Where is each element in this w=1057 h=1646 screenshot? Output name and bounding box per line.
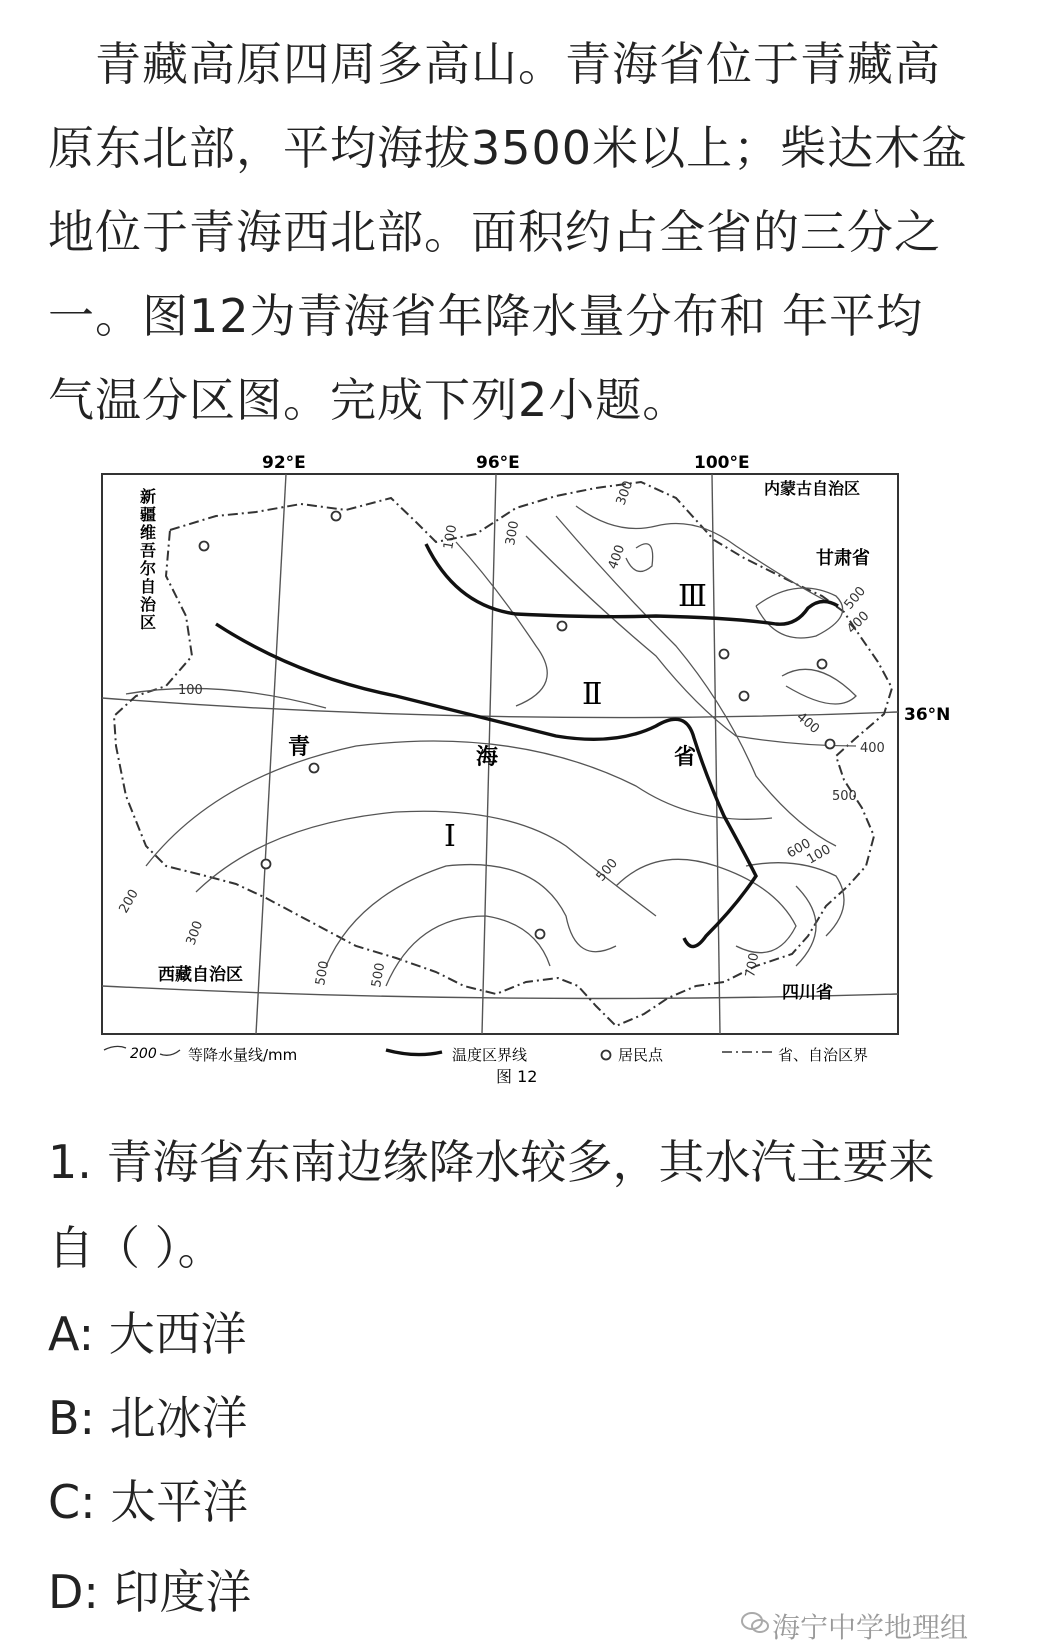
zone-label-2: Ⅱ: [582, 677, 603, 712]
settlement-point: [826, 740, 835, 749]
isohyet-label: 100: [178, 683, 203, 698]
zone-label-3: Ⅲ: [678, 579, 707, 614]
legend-temp-boundary-text: 温度区界线: [452, 1046, 528, 1064]
isohyet-line: [126, 688, 326, 708]
intro-line: 一。图12为青海省年降水量分布和 年平均: [48, 289, 924, 343]
neighbor-gansu: 甘肃省: [816, 548, 870, 569]
map-svg: [96, 446, 966, 1086]
settlement-point: [536, 930, 545, 939]
precipitation-map-figure: [96, 446, 966, 1086]
settlement-point: [740, 692, 749, 701]
parallel-36: [102, 698, 898, 718]
isohyet-label: 300: [503, 519, 523, 547]
isohyet-line: [326, 865, 616, 966]
temp-boundary-line: [426, 544, 838, 624]
province-char: 海: [476, 745, 499, 770]
isohyet-label: 500: [369, 961, 389, 989]
legend-isohyet-symbol: [104, 1046, 126, 1050]
settlement-point: [558, 622, 567, 631]
isohyet-label: 200: [116, 886, 142, 916]
neighbor-sichuan: 四川省: [782, 983, 833, 1003]
isohyet-label: 100: [441, 523, 461, 551]
legend-isohyet-symbol: [160, 1050, 180, 1055]
province-char: 青: [288, 735, 311, 760]
isohyet-line: [386, 916, 550, 986]
isohyet-line: [456, 542, 547, 706]
legend-isohyet-value: 200: [130, 1046, 157, 1062]
lon-label-96: 96°E: [476, 453, 520, 473]
legend-isohyet-text: 等降水量线/mm: [188, 1046, 298, 1064]
isohyet-line: [756, 588, 843, 638]
isohyet-label: 300: [183, 918, 207, 948]
settlement-point: [332, 512, 341, 521]
settlement-point: [818, 660, 827, 669]
intro-line: 气温分区图。完成下列2小题。: [48, 373, 690, 427]
legend-border-text: 省、自治区界: [778, 1046, 869, 1064]
meridian-92: [256, 474, 286, 1034]
settlement-point: [720, 650, 729, 659]
lon-label-100: 100°E: [694, 453, 750, 473]
intro-line: 原东北部，平均海拔3500米以上；柴达木盆: [48, 121, 969, 175]
isohyet-line: [782, 669, 856, 704]
neighbor-xizang: 西藏自治区: [158, 965, 243, 985]
question-stem-line-1: 1. 青海省东南边缘降水较多，其水汽主要来: [48, 1135, 935, 1189]
intro-paragraph: [48, 22, 1038, 442]
legend-settlement-symbol: [602, 1051, 611, 1060]
option-c[interactable]: C: 太平洋: [48, 1475, 249, 1529]
settlement-point: [310, 764, 319, 773]
neighbor-xinjiang: 新疆维吾尔自治区: [140, 487, 157, 632]
lon-label-92: 92°E: [262, 453, 306, 473]
isohyet-line: [796, 886, 816, 966]
zone-label-1: Ⅰ: [444, 819, 456, 854]
neighbor-neimenggu: 内蒙古自治区: [764, 479, 861, 498]
province-char: 省: [674, 745, 697, 770]
intro-line: 地位于青海西北部。面积约占全省的三分之: [48, 205, 941, 259]
isohyet-label: 300: [613, 478, 637, 508]
isohyet-label: 100: [804, 842, 834, 868]
option-b[interactable]: B: 北冰洋: [48, 1391, 248, 1445]
figure-caption: 图 12: [496, 1067, 538, 1086]
settlement-point: [200, 542, 209, 551]
option-d[interactable]: D: 印度洋: [48, 1565, 252, 1619]
province-border: [114, 482, 892, 1026]
isohyet-label: 400: [793, 709, 823, 738]
intro-line: 青藏高原四周多高山。青海省位于青藏高: [48, 37, 941, 91]
isohyet-label: 600: [784, 836, 814, 862]
option-a[interactable]: A: 大西洋: [48, 1307, 247, 1361]
graticule: [102, 474, 898, 1034]
meridian-100: [712, 474, 720, 1034]
map-legend: [104, 1046, 868, 1064]
isohyet-label: 500: [313, 959, 333, 987]
question-stem-line-2: 自（ ）。: [48, 1221, 224, 1275]
isohyet-label: 500: [841, 583, 870, 613]
legend-settlement-text: 居民点: [618, 1046, 664, 1064]
isohyet-value-labels: [116, 479, 884, 989]
watermark: 海宁中学地理组: [772, 1611, 969, 1644]
isohyet-label: 500: [593, 855, 622, 885]
wechat-icon: [740, 1610, 770, 1636]
map-frame: [102, 474, 898, 1034]
isohyet-label: 400: [844, 608, 873, 637]
lat-label-36: 36°N: [904, 705, 951, 725]
legend-temp-boundary-symbol: [386, 1050, 442, 1055]
isohyet-label: 400: [860, 741, 885, 756]
isohyet-label: 400: [605, 542, 629, 572]
isohyet-label: 700: [743, 951, 763, 979]
settlement-point: [262, 860, 271, 869]
isohyet-line: [626, 544, 653, 572]
isohyet-label: 500: [832, 789, 857, 804]
